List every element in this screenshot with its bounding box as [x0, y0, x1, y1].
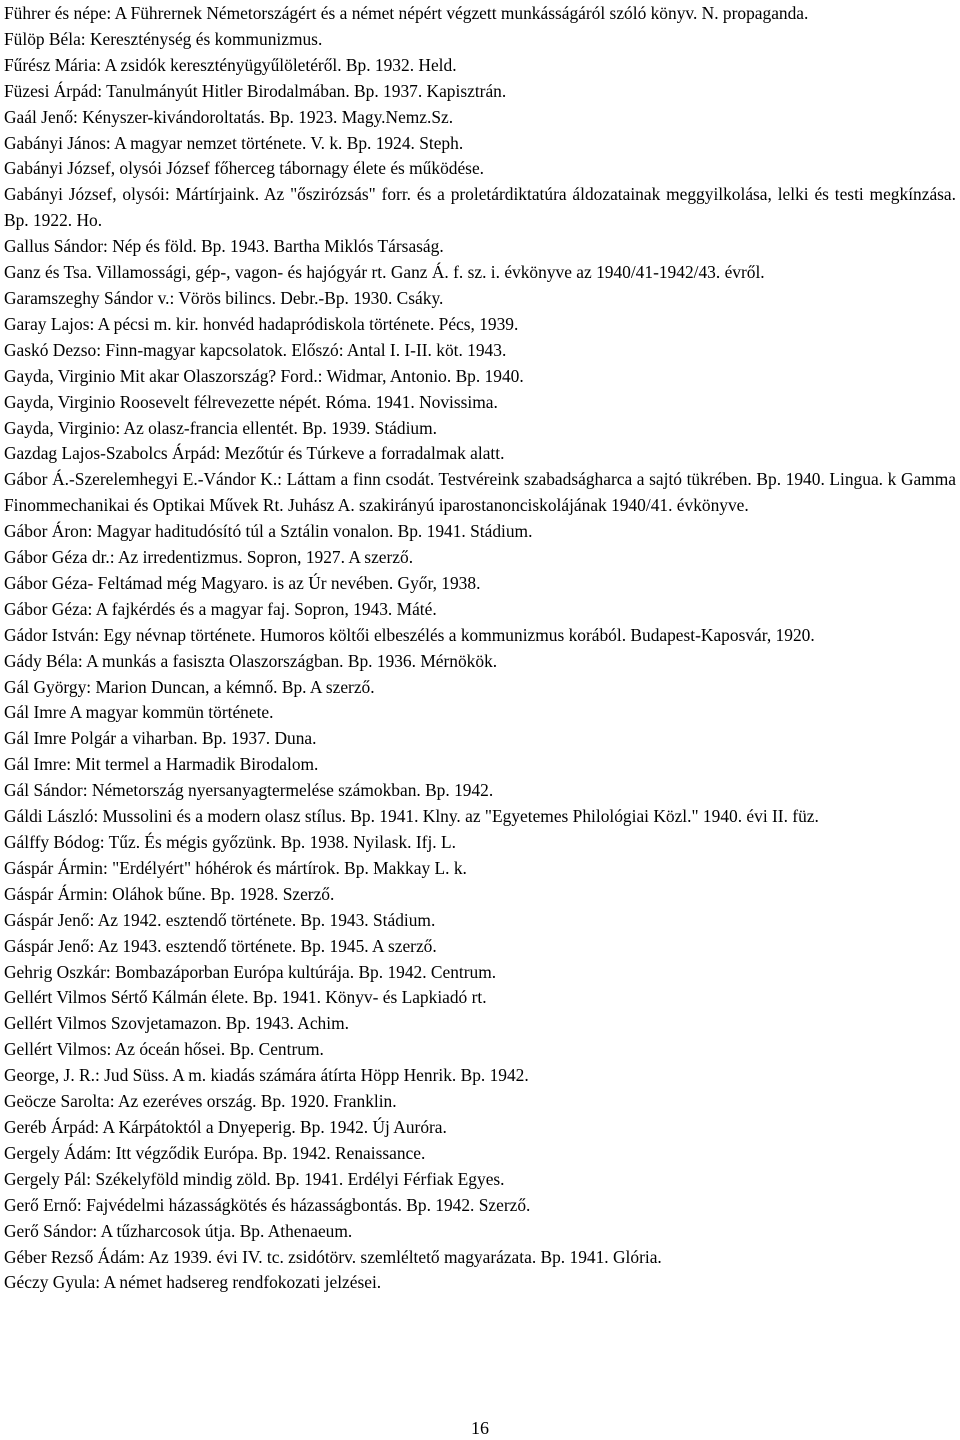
page-number: 16	[471, 1418, 489, 1438]
bibliography-entry: Gergely Pál: Székelyföld mindig zöld. Bp. 1941. Erdélyi Férfiak Egyes.	[4, 1168, 505, 1189]
bibliography-entry: Gál Imre Polgár a viharban. Bp. 1937. Duna.	[4, 728, 317, 749]
bibliography-entry: Geöcze Sarolta: Az ezeréves ország. Bp. 1920. Franklin.	[4, 1091, 397, 1112]
bibliography-entry: Géczy Gyula: A német hadsereg rendfokozati jelzései.	[4, 1272, 382, 1293]
bibliography-entry: Gayda, Virginio: Az olasz-francia ellentét. Bp. 1939. Stádium.	[4, 417, 437, 438]
bibliography-entry: Géber Rezső Ádám: Az 1939. évi IV. tc. zsidótörv. szemléltető magyarázata. Bp. 1941. Glória.	[4, 1246, 662, 1267]
bibliography-entry: Gellért Vilmos: Az óceán hősei. Bp. Centrum.	[4, 1039, 324, 1060]
bibliography-entry: Gabányi József, olysói: Mártírjaink. Az "őszirózsás" forr. és a proletárdiktatúra áldozatainak meggyilkolása, lelki és testi megkínzása. Bp. 1922. Ho.	[4, 184, 956, 231]
bibliography-entry: Gellért Vilmos Sértő Kálmán élete. Bp. 1941. Könyv- és Lapkiadó rt.	[4, 987, 487, 1008]
bibliography-entry: Gáldi László: Mussolini és a modern olasz stílus. Bp. 1941. Klny. az "Egyetemes Philológiai Közl." 1940. évi II. füz.	[4, 806, 819, 827]
bibliography-entry: Gábor Á.-Szerelemhegyi E.-Vándor K.: Láttam a finn csodát. Testvéreink szabadságharca a sajtó tükrében. Bp. 1940. Lingua. k Gamma Finommechanikai és Optikai Művek Rt. Juhász A. szakirányú iparostanonciskolájának 1940/41. évkönyve.	[4, 469, 956, 516]
bibliography-entry: Geréb Árpád: A Kárpátoktól a Dnyeperig. Bp. 1942. Új Auróra.	[4, 1116, 447, 1137]
bibliography-entry: Gáspár Jenő: Az 1943. esztendő története. Bp. 1945. A szerző.	[4, 935, 437, 956]
bibliography-entry: Gallus Sándor: Nép és föld. Bp. 1943. Bartha Miklós Társaság.	[4, 236, 444, 257]
bibliography-entry: Gerő Ernő: Fajvédelmi házasságkötés és házasságbontás. Bp. 1942. Szerző.	[4, 1194, 531, 1215]
bibliography-entry: Gayda, Virginio Mit akar Olaszország? Ford.: Widmar, Antonio. Bp. 1940.	[4, 365, 524, 386]
bibliography-entry: Gál György: Marion Duncan, a kémnő. Bp. A szerző.	[4, 676, 375, 697]
bibliography-entry: Gál Imre: Mit termel a Harmadik Birodalom.	[4, 754, 319, 775]
bibliography-entry: George, J. R.: Jud Süss. A m. kiadás számára átírta Höpp Henrik. Bp. 1942.	[4, 1065, 529, 1086]
bibliography-entry: Gáspár Ármin: "Erdélyért" hóhérok és mártírok. Bp. Makkay L. k.	[4, 857, 467, 878]
bibliography-entry: Garamszeghy Sándor v.: Vörös bilincs. Debr.-Bp. 1930. Csáky.	[4, 287, 444, 308]
bibliography-entry: Gáspár Jenő: Az 1942. esztendő története. Bp. 1943. Stádium.	[4, 909, 436, 930]
bibliography-entry: Gábor Áron: Magyar haditudósító túl a Sztálin vonalon. Bp. 1941. Stádium.	[4, 521, 533, 542]
bibliography-entry: Fülöp Béla: Kereszténység és kommunizmus.	[4, 28, 323, 49]
bibliography-entry: Gábor Géza- Feltámad még Magyaro. is az Úr nevében. Győr, 1938.	[4, 572, 481, 593]
bibliography-entry: Fűrész Mária: A zsidók keresztényügyűlöletéről. Bp. 1932. Held.	[4, 54, 457, 75]
bibliography-entry: Gazdag Lajos-Szabolcs Árpád: Mezőtúr és Túrkeve a forradalmak alatt.	[4, 443, 505, 464]
bibliography-entry: Garay Lajos: A pécsi m. kir. honvéd hadapródiskola története. Pécs, 1939.	[4, 313, 519, 334]
bibliography-entry: Gál Imre A magyar kommün története.	[4, 702, 274, 723]
bibliography-entry: Ganz és Tsa. Villamossági, gép-, vagon- és hajógyár rt. Ganz Á. f. sz. i. évkönyve az 1940/41-1942/43. évről.	[4, 262, 765, 283]
bibliography-entry: Gaskó Dezso: Finn-magyar kapcsolatok. Előszó: Antal I. I-II. köt. 1943.	[4, 339, 507, 360]
bibliography-entry: Gál Sándor: Németország nyersanyagtermelése számokban. Bp. 1942.	[4, 780, 494, 801]
bibliography-entry: Gábor Géza: A fajkérdés és a magyar faj. Sopron, 1943. Máté.	[4, 598, 437, 619]
bibliography-entry: Gáspár Ármin: Oláhok bűne. Bp. 1928. Szerző.	[4, 883, 335, 904]
bibliography-entry: Gerő Sándor: A tűzharcosok útja. Bp. Athenaeum.	[4, 1220, 353, 1241]
bibliography-entry: Gády Béla: A munkás a fasiszta Olaszországban. Bp. 1936. Mérnökök.	[4, 650, 498, 671]
bibliography-list	[4, 1, 956, 1296]
bibliography-entry: Gayda, Virginio Roosevelt félrevezette népét. Róma. 1941. Novissima.	[4, 391, 498, 412]
bibliography-entry: Führer és népe: A Führernek Németországért és a német népért végzett munkásságáról szóló könyv. N. propaganda.	[4, 3, 809, 23]
bibliography-entry: Füzesi Árpád: Tanulmányút Hitler Birodalmában. Bp. 1937. Kapisztrán.	[4, 80, 507, 101]
bibliography-entry: Gabányi János: A magyar nemzet története. V. k. Bp. 1924. Steph.	[4, 132, 464, 153]
bibliography-entry: Gábor Géza dr.: Az irredentizmus. Sopron, 1927. A szerző.	[4, 547, 414, 568]
bibliography-entry: Gellért Vilmos Szovjetamazon. Bp. 1943. Achim.	[4, 1013, 349, 1034]
bibliography-entry: Gádor István: Egy névnap története. Humoros költői elbeszélés a kommunizmus korából. Budapest-Kaposvár, 1920.	[4, 624, 815, 645]
bibliography-entry: Gabányi József, olysói József főherceg tábornagy élete és működése.	[4, 158, 485, 179]
bibliography-entry: Gergely Ádám: Itt végződik Európa. Bp. 1942. Renaissance.	[4, 1142, 426, 1163]
bibliography-entry: Gaál Jenő: Kényszer-kivándoroltatás. Bp. 1923. Magy.Nemz.Sz.	[4, 106, 454, 127]
bibliography-entry: Gálffy Bódog: Tűz. És mégis győzünk. Bp. 1938. Nyilask. Ifj. L.	[4, 832, 456, 852]
bibliography-entry: Gehrig Oszkár: Bombazáporban Európa kultúrája. Bp. 1942. Centrum.	[4, 961, 497, 982]
